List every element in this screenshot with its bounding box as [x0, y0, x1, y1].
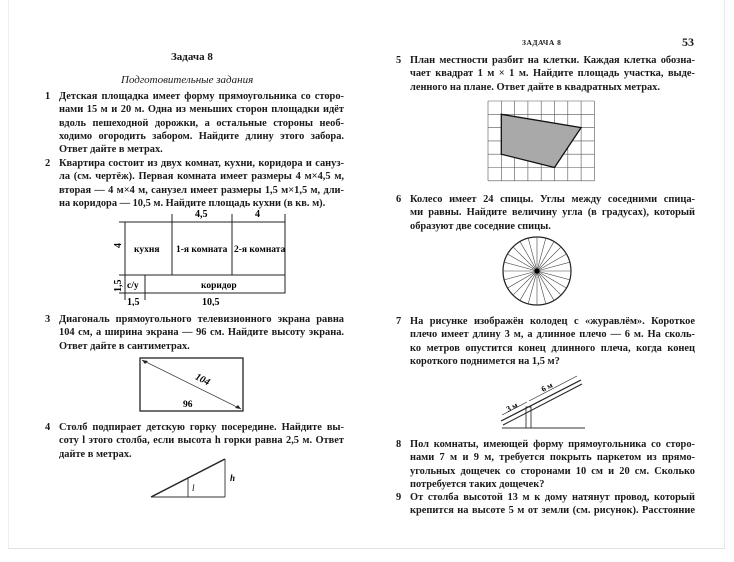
problem-text-line: Диагональ прямоугольного телевизионного экрана равна — [59, 314, 344, 325]
wheel-spoke — [528, 271, 537, 304]
problem-text-line: Ответ дайте в метрах. — [59, 144, 163, 156]
problem-text-line: ленного на плане. Ответ дайте в квадратных метрах. — [410, 81, 660, 93]
label-room-2: 2-я комната — [234, 245, 286, 255]
problem-9 — [396, 491, 695, 518]
left-page — [8, 0, 367, 549]
problem-number: 9 — [396, 492, 402, 503]
highlighted-plot — [501, 114, 581, 167]
problem-text-line: 104 см, а ширина экрана — 96 см. Найдите высоту экрана. — [59, 327, 344, 339]
problem-text-line: потребуется таких дощечек? — [410, 478, 545, 490]
label-corridor: коридор — [201, 281, 237, 291]
section-title: Задача 8 — [171, 51, 213, 63]
problem-number: 5 — [396, 55, 402, 66]
problem-5 — [396, 54, 695, 94]
problem-2 — [45, 157, 344, 210]
long-arm-label: 6 м — [539, 380, 555, 394]
wheel-spoke — [504, 271, 537, 280]
problem-7 — [396, 315, 695, 368]
problem-text-line: плечо имеет длину 3 м, а длинное плечо — 6 м. На сколь- — [410, 329, 695, 341]
problem-number: 6 — [396, 194, 402, 205]
post — [526, 407, 531, 428]
problem-8 — [396, 438, 695, 491]
problem-text-line: ко метров опустится конец длинного плеча, когда конец — [410, 342, 695, 354]
tv-screen-figure — [137, 355, 247, 415]
section-subtitle: Подготовительные задания — [121, 74, 254, 86]
problem-number: 2 — [45, 158, 51, 169]
problem-number: 1 — [45, 91, 51, 102]
width-label: 96 — [183, 400, 193, 410]
problem-1 — [45, 90, 344, 156]
dim-bottom-2: 10,5 — [202, 297, 220, 306]
post-label: l — [192, 483, 195, 493]
problem-text-line: Ответ дайте в сантиметрах. — [59, 340, 190, 352]
dim-left-2: 1,5 — [113, 279, 124, 292]
problem-text-line: вторая — 4 м×4 м, санузел имеет размеры 1,5 м×1,5 м, дли- — [59, 184, 344, 196]
problem-text-line: ла (см. чертёж). Первая комната имеет размеры 4 м×4,5 м, — [59, 171, 344, 183]
dim-top-1: 4,5 — [195, 209, 208, 220]
problem-text-line: угольных дощечек со сторонами 10 см и 20 см. Сколько — [410, 465, 695, 477]
problem-text-line: вдоль пешеходной дорожки, а остальные стороны необ- — [59, 117, 344, 129]
problem-text-line: План местности разбит на клетки. Каждая клетка обозна- — [410, 55, 695, 66]
label-bathroom: с/у — [127, 281, 139, 291]
problem-text-line: дайте в метрах. — [59, 448, 132, 460]
problem-text-line: на коридора — 10,5 м. Найдите площадь кухни (в кв. м). — [59, 197, 326, 209]
problem-text-line: нами 7 м и 9 м, требуется покрыть паркетом из прямо- — [410, 452, 695, 464]
problem-text-line: крепится на высоте 5 м от земли (см. рисунок). Расстояние — [410, 505, 695, 517]
slide-figure — [147, 455, 247, 501]
wheel-spoke — [528, 238, 537, 271]
problem-text-line: Пол комнаты, имеющей форму прямоугольника со сторо- — [410, 439, 695, 450]
problem-text-line: нами 15 м и 20 м. Одна из меньших сторон площадки идёт — [59, 104, 344, 116]
problem-number: 3 — [45, 314, 51, 325]
wheel-spoke — [504, 262, 537, 271]
dim-left-1: 4 — [113, 243, 124, 248]
problem-text-line: ходимо огородить забором. Найдите длину этого забора. — [59, 130, 344, 142]
dim-top-2: 4 — [255, 209, 260, 220]
problem-6 — [396, 193, 695, 233]
problem-text-line: ми равны. Найдите величину угла (в градусах), который — [410, 207, 695, 219]
problem-text-line: короткого поднимется на 1,5 м? — [410, 355, 560, 367]
problem-number: 8 — [396, 439, 402, 450]
label-room-1: 1-я комната — [176, 245, 228, 255]
problem-text-line: соту l этого столба, если высота h горки равна 2,5 м. Ответ — [59, 435, 344, 447]
problem-text-line: образуют две соседние спицы. — [410, 220, 551, 232]
grid-plan-figure — [487, 100, 597, 184]
wheel-spoke — [537, 271, 570, 280]
height-label: h — [230, 473, 236, 483]
floor-plan-figure — [97, 206, 297, 306]
problem-text-line: Детская площадка имеет форму прямоугольника со сторо- — [59, 91, 344, 102]
label-kitchen: кухня — [134, 245, 160, 255]
problem-text-line: чает квадрат 1 м × 1 м. Найдите площадь участка, выде- — [410, 68, 695, 80]
problem-text-line: От столба высотой 13 м к дому натянут провод, который — [410, 492, 695, 503]
page-number: 53 — [682, 35, 694, 49]
right-page — [367, 0, 725, 549]
problem-number: 4 — [45, 422, 51, 433]
wheel-hub — [535, 269, 540, 274]
problem-text-line: Столб подпирает детскую горку посередине. Найдите вы- — [59, 422, 344, 433]
wheel-spoke — [537, 271, 546, 304]
wheel-figure — [501, 235, 573, 307]
wheel-spoke — [537, 262, 570, 271]
problem-text-line: Квартира состоит из двух комнат, кухни, коридора и сануз- — [59, 158, 344, 169]
wheel-spoke — [537, 238, 546, 271]
problem-3 — [45, 313, 344, 353]
running-head: ЗАДАЧА 8 — [522, 38, 562, 47]
dim-bottom-1: 1,5 — [127, 297, 140, 306]
well-crane-figure — [499, 372, 591, 432]
problem-text-line: На рисунке изображён колодец с «журавлём». Короткое — [410, 316, 695, 327]
problem-text-line: Колесо имеет 24 спицы. Углы между соседними спица- — [410, 194, 695, 205]
problem-number: 7 — [396, 316, 402, 327]
diagonal-label: 104 — [193, 371, 212, 389]
problem-4 — [45, 421, 344, 461]
short-arm-label: 3 м — [504, 400, 520, 414]
